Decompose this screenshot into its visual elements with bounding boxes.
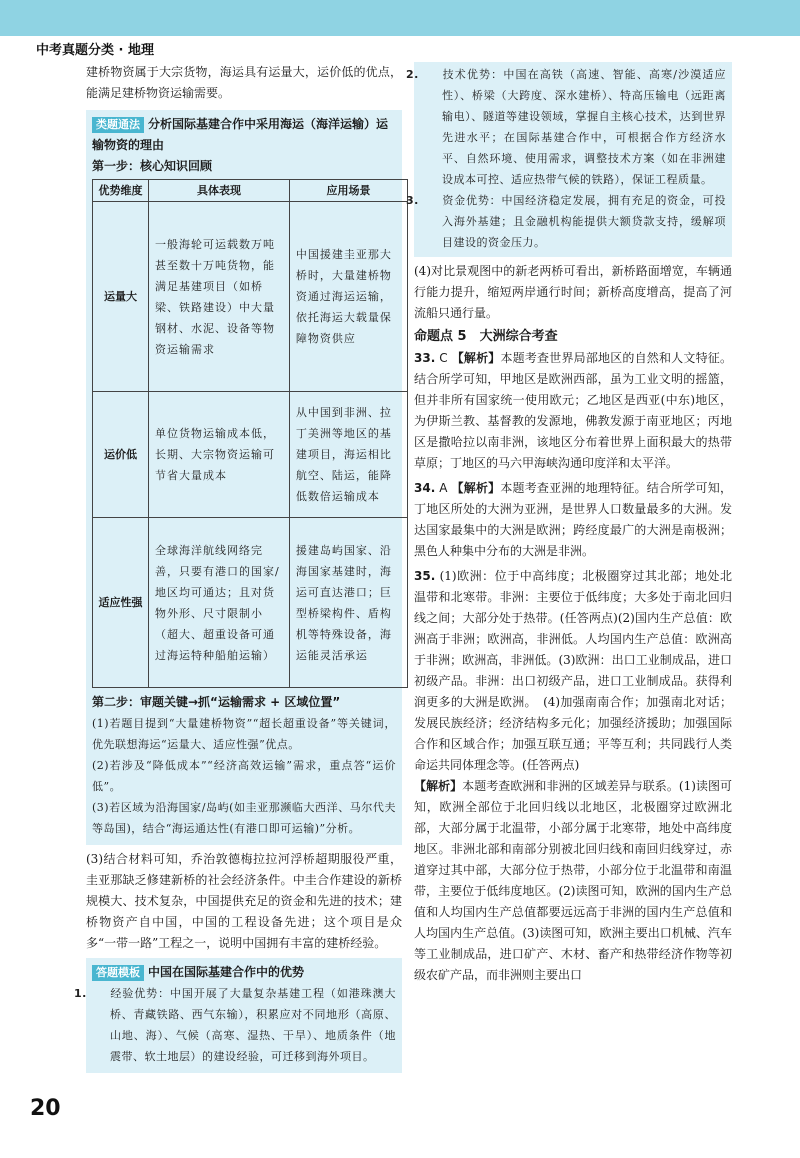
answer-paragraph-3: (3)结合材料可知，乔治敦德梅拉拉河浮桥超期服役严重，圭亚那缺乏修建新桥的社会经济条件。中圭合作建设的新桥规模大、技术复杂，中国提供充足的资金和先进的技术；建桥物资产自中国，中国的工程设备先进；这个项目是众多“一带一路”工程之一，说明中国拥有丰富的建桥经验。 bbox=[86, 852, 402, 950]
template-item-text: 资金优势：中国经济稳定发展，拥有充足的资金，可投入海外基建；且金融机构能提供大额贷款支持，缓解项目建设的资金压力。 bbox=[442, 194, 726, 249]
step1-heading: 第一步：核心知识回顾 bbox=[92, 159, 213, 173]
table-cell-detail: 一般海轮可运载数万吨甚至数十万吨货物，能满足基建项目（如桥梁、铁路建设）中大量钢材、水泥、设备等物资运输需求 bbox=[149, 202, 290, 392]
analysis-label: 【解析】 bbox=[414, 779, 463, 793]
method-box bbox=[86, 110, 402, 845]
table-cell-scene: 援建岛屿国家、沿海国家基建时，海运可直达港口；巨型桥梁构件、盾构机等特殊设备，海运能灵活承运 bbox=[289, 518, 407, 688]
question-35 bbox=[414, 566, 732, 776]
table-row bbox=[93, 392, 408, 518]
template-tag: 答题模板 bbox=[92, 965, 144, 981]
template-item-number: 3. bbox=[406, 194, 419, 207]
answer-paragraph-4: (4)对比景观图中的新老两桥可看出，新桥路面增宽，车辆通行能力提升，缩短两岸通行时间；新桥高度增高，提高了河流船只通行量。 bbox=[414, 264, 732, 320]
method-tag: 类题通法 bbox=[92, 117, 144, 133]
template-item bbox=[406, 64, 726, 190]
table-cell-scene: 中国援建圭亚那大桥时，大量建桥物资通过海运运输，依托海运大载量保障物资供应 bbox=[289, 202, 407, 392]
answer-letter: A bbox=[439, 481, 448, 495]
table-row bbox=[93, 518, 408, 688]
table-cell-scene: 从中国到非洲、拉丁美洲等地区的基建项目，海运相比航空、陆运，能降低数倍运输成本 bbox=[289, 392, 407, 518]
method-title: 分析国际基建合作中采用海运（海洋运输）运输物资的理由 bbox=[92, 117, 389, 152]
page-number: 20 bbox=[30, 1096, 61, 1121]
table-row bbox=[93, 202, 408, 392]
analysis-text: 本题考查世界局部地区的自然和人文特征。结合所学可知，甲地区是欧洲西部，虽为工业文明的摇篮，但并非所有国家统一使用欧元；乙地区是西亚(中东)地区，为伊斯兰教、基督教的发源地，佛教发源于南亚地区；丙地区是撒哈拉以南非洲，该地区分布着世界上面积最大的热带草原；丁地区的马六甲海峡沟通印度洋和太平洋。 bbox=[414, 351, 732, 470]
table-cell-dimension: 运量大 bbox=[93, 202, 149, 392]
right-column bbox=[406, 62, 732, 986]
template-item-number: 2. bbox=[406, 68, 419, 81]
step2-heading: 第二步：审题关键→抓“运输需求 + 区域位置” bbox=[92, 695, 341, 709]
advantage-table bbox=[92, 179, 408, 688]
template-box-left bbox=[74, 958, 402, 1073]
template-item-text: 经验优势：中国开展了大量复杂基建工程（如港珠澳大桥、青藏铁路、西气东输），积累应对不同地形（高原、山地、海）、气候（高寒、湿热、干旱）、地质条件（地震带、软土地层）的建设经验，可迁移到海外项目。 bbox=[110, 987, 396, 1063]
template-item bbox=[406, 190, 726, 253]
question-number: 35. bbox=[414, 569, 436, 583]
answer-letter: C bbox=[439, 351, 448, 365]
template-item-number: 1. bbox=[74, 987, 87, 1000]
left-column bbox=[74, 62, 402, 1073]
table-header-row bbox=[93, 180, 408, 202]
analysis-label: 【解析】 bbox=[451, 351, 501, 365]
table-cell-detail: 单位货物运输成本低，长期、大宗物资运输可节省大量成本 bbox=[149, 392, 290, 518]
table-cell-dimension: 适应性强 bbox=[93, 518, 149, 688]
template-item bbox=[74, 983, 396, 1067]
template-box-right bbox=[406, 62, 732, 257]
step2-item: (1)若题目提到“大量建桥物资”“超长超重设备”等关键词，优先联想海运“运量大、适应性强”优点。 bbox=[92, 717, 396, 751]
table-header: 应用场景 bbox=[289, 180, 407, 202]
analysis-label: 【解析】 bbox=[451, 481, 501, 495]
page-header: 中考真题分类 · 地理 bbox=[36, 43, 154, 58]
intro-paragraph: 建桥物资属于大宗货物，海运具有运量大，运价低的优点，能满足建桥物资运输需要。 bbox=[86, 65, 402, 100]
table-cell-detail: 全球海洋航线网络完善，只要有港口的国家/地区均可通达；且对货物外形、尺寸限制小（超大、超重设备可通过海运特种船舶运输） bbox=[149, 518, 290, 688]
analysis-text: 本题考查亚洲的地理特征。结合所学可知，丁地区所处的大洲为亚洲，是世界人口数量最多的大洲。发达国家最集中的大洲是欧洲；跨经度最广的大洲是南极洲；黑色人种集中分布的大洲是非洲。 bbox=[414, 481, 732, 558]
step2-item: (3)若区域为沿海国家/岛屿(如圭亚那濒临大西洋、马尔代夫等岛国)，结合“海运通达性(有港口即可运输)”分析。 bbox=[92, 801, 396, 835]
question-35-analysis bbox=[414, 776, 732, 986]
answer-text: (1)欧洲：位于中高纬度；北极圈穿过其北部；地处北温带和北寒带。非洲：主要位于低纬度；大多处于南北回归线之间；大部分处于热带。(任答两点)(2)国内生产总值：欧洲高于非洲；欧洲高，非洲低。人均国内生产总值：欧洲高于非洲；欧洲高，非洲低。(3)欧洲：出口工业制成品，进口初级产品。非洲：出口初级产品，进口工业制成品。获得利润更多的大洲是欧洲。 (4)加强南南合作；加强南北对话；发展民族经济；经济结构多元化；加强经济援助；加强国际合作和区域合作；加强互联互通；平等互利；共同践行人类命运共同体理念等。(任答两点) bbox=[414, 569, 732, 772]
analysis-text: 本题考查欧洲和非洲的区域差异与联系。(1)读图可知，欧洲全部位于北回归线以北地区，北极圈穿过欧洲北部，大部分属于北温带，小部分属于北寒带，地处中高纬度地区。非洲北部和南部分别被北回归线和南回归线穿过，赤道穿过其中部，大部分位于热带，小部分位于北温带和南温带，主要位于低纬度地区。(2)读图可知，欧洲的国内生产总值和人均国内生产总值都要远远高于非洲的国内生产总值和人均国内生产总值。(3)读图可知，欧洲主要出口机械、汽车等工业制成品，进口矿产、木材、畜产和热带经济作物等初级农矿产品，而非洲则主要出口 bbox=[414, 779, 732, 982]
table-cell-dimension: 运价低 bbox=[93, 392, 149, 518]
question-number: 33. bbox=[414, 351, 436, 365]
question-number: 34. bbox=[414, 481, 436, 495]
method-heading bbox=[92, 114, 396, 156]
question-33 bbox=[414, 348, 732, 474]
question-34 bbox=[414, 478, 732, 562]
step2-item: (2)若涉及“降低成本”“经济高效运输”需求，重点答“运价低”。 bbox=[92, 759, 396, 793]
section-heading: 命题点 5 大洲综合考查 bbox=[414, 329, 558, 344]
template-title: 中国在国际基建合作中的优势 bbox=[148, 965, 305, 979]
template-item-text: 技术优势：中国在高铁（高速、智能、高寒/沙漠适应性）、桥梁（大跨度、深水建桥）、特高压输电（远距离输电）、隧道等建设领域，掌握自主核心技术，达到世界先进水平；在国际基建合作中，可根据合作方经济水平、自然环境、使用需求，调整技术方案（如在非洲建设成本可控、适应热带气候的铁路），保证工程质量。 bbox=[442, 68, 726, 186]
template-heading bbox=[92, 962, 396, 983]
table-header: 优势维度 bbox=[93, 180, 149, 202]
table-header: 具体表现 bbox=[149, 180, 290, 202]
